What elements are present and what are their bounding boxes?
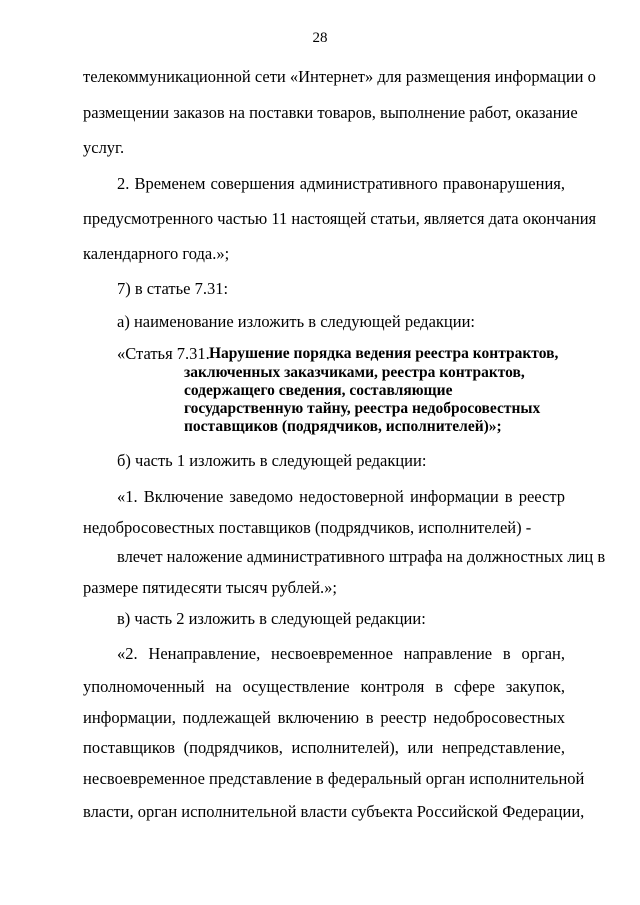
text-line: информации, подлежащей включению в реестр недобросовестных [83,708,565,727]
text-line: услуг. [83,138,125,157]
text-line: недобросовестных поставщиков (подрядчиков, исполнителей) - [83,518,532,537]
text-line: размещении заказов на поставки товаров, выполнение работ, оказание [83,103,578,122]
text-line: 2. Временем совершения административного правонарушения, [117,174,565,193]
text-line: «2. Ненаправление, несвоевременное направление в орган, [117,644,565,663]
page-number: 28 [312,30,328,46]
text-line: размере пятидесяти тысяч рублей.»; [83,578,338,597]
article-title-line: содержащего сведения, составляющие [184,382,453,399]
text-line: власти, орган исполнительной власти субъекта Российской Федерации, [83,802,585,821]
article-title-line: заключенных заказчиками, реестра контрактов, [184,364,525,381]
text-line: несвоевременное представление в федеральный орган исполнительной [83,769,585,788]
text-line: телекоммуникационной сети «Интернет» для размещения информации о [83,67,596,86]
text-line: б) часть 1 изложить в следующей редакции: [117,451,427,470]
text-line: 7) в статье 7.31: [117,279,229,298]
text-line: предусмотренного частью 11 настоящей статьи, является дата окончания [83,209,597,228]
text-line: а) наименование изложить в следующей редакции: [117,312,475,331]
text-line: «1. Включение заведомо недостоверной информации в реестр [117,487,565,506]
text-line: влечет наложение административного штрафа на должностных лиц в [117,547,606,566]
text-line: поставщиков (подрядчиков, исполнителей), или непредставление, [83,738,565,757]
article-title-line: поставщиков (подрядчиков, исполнителей)»; [184,418,502,435]
article-title-line: государственную тайну, реестра недобросовестных [184,400,541,417]
article-title-line: Нарушение порядка ведения реестра контрактов, [209,345,559,362]
text-line: уполномоченный на осуществление контроля в сфере закупок, [83,677,565,696]
text-line: в) часть 2 изложить в следующей редакции: [117,609,426,628]
text-line: календарного года.»; [83,244,230,263]
article-prefix: «Статья 7.31. [117,344,210,363]
